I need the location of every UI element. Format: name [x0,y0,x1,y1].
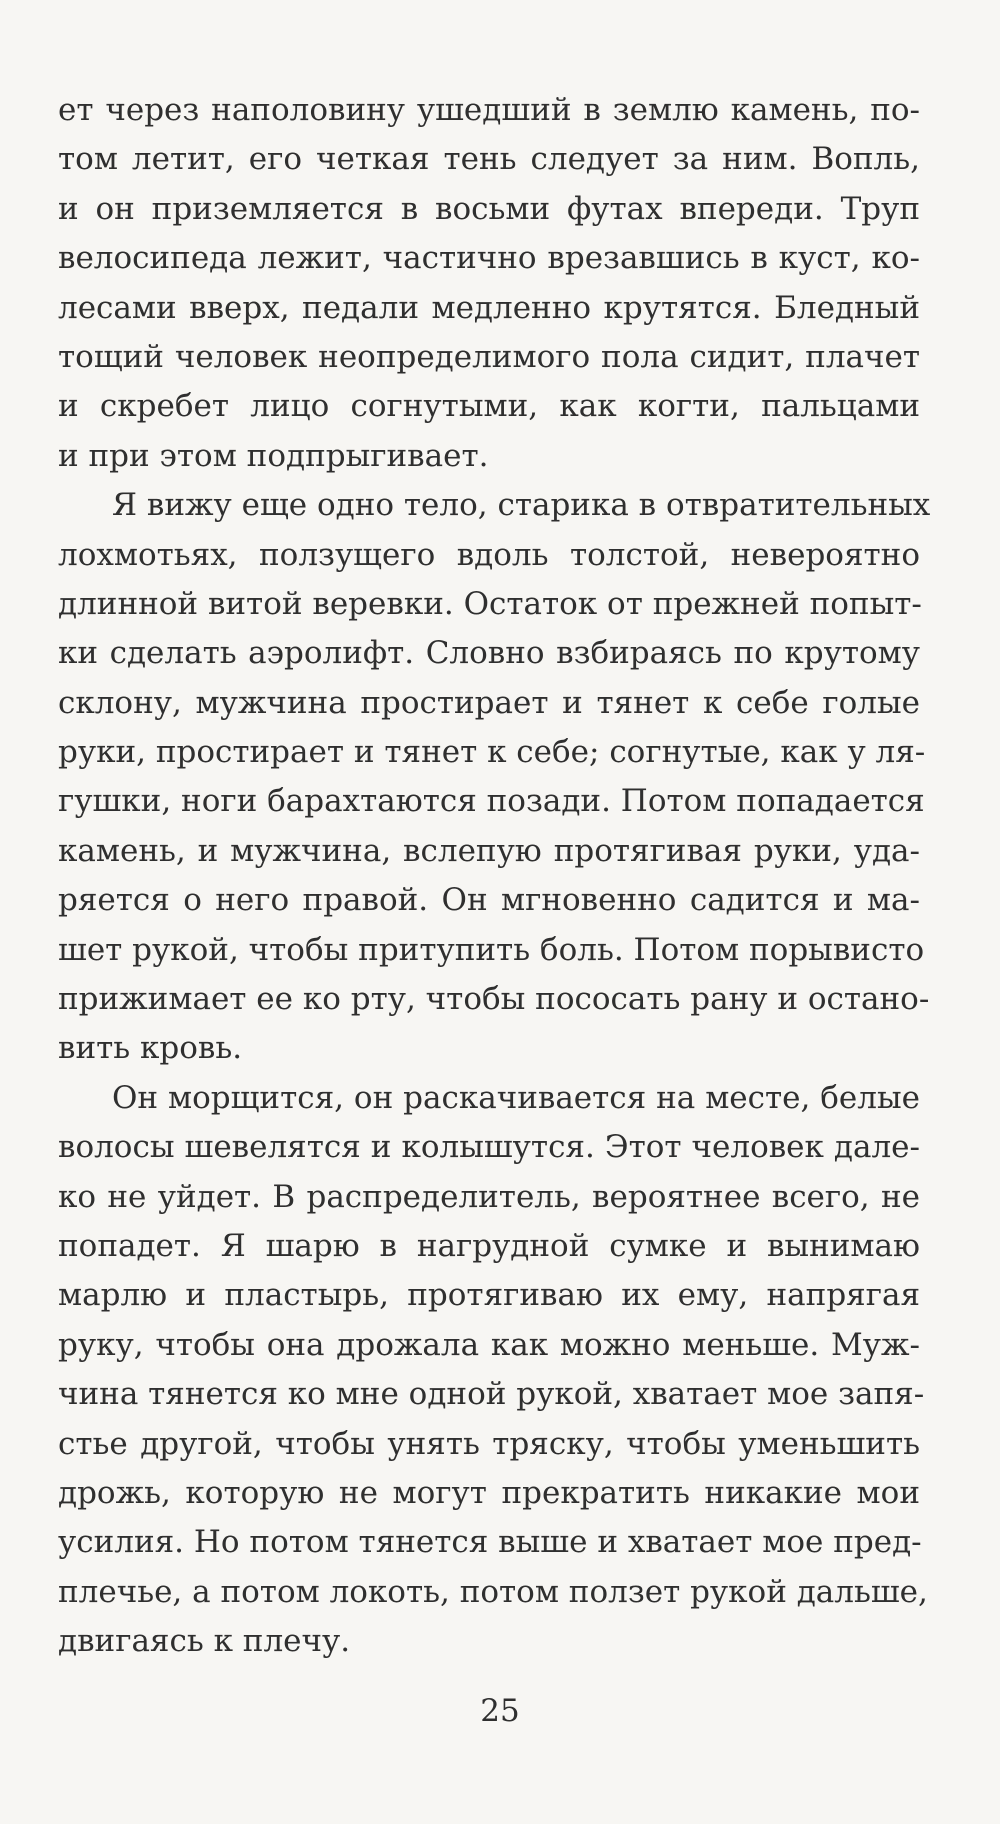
text-line: ки сделать аэролифт. Словно взбираясь по крутому [58,635,920,672]
body-text [58,86,931,1667]
text-line: тощий человек неопределимого пола сидит, плачет [58,338,920,375]
text-line: ко не уйдет. В распределитель, вероятнее всего, не [58,1178,920,1215]
text-line: усилия. Но потом тянется выше и хватает мое пред- [58,1524,922,1561]
text-line: лесами вверх, педали медленно крутятся. Бледный [58,289,920,326]
text-line: шет рукой, чтобы притупить боль. Потом порывисто [58,931,925,968]
text-line: волосы шевелятся и колышутся. Этот человек дале- [58,1129,920,1166]
paragraph [58,86,920,481]
text-line: прижимает ее ко рту, чтобы пососать рану и остано- [58,981,930,1018]
text-line: склону, мужчина простирает и тянет к себе голые [58,684,920,721]
paragraph [58,481,931,1074]
text-line: и при этом подпрыгивает. [58,437,489,474]
text-line: Я вижу еще одно тело, старика в отвратительных [112,487,931,524]
text-line: двигаясь к плечу. [58,1623,351,1660]
text-line: велосипеда лежит, частично врезавшись в куст, ко- [58,240,920,277]
text-line: руки, простирает и тянет к себе; согнутые, как у ля- [58,734,926,771]
text-line: стье другой, чтобы унять тряску, чтобы уменьшить [58,1425,920,1462]
text-line: длинной витой веревки. Остаток от прежней попыт- [58,585,922,622]
text-line: плечье, а потом локоть, потом ползет рукой дальше, [58,1573,928,1610]
text-line: и он приземляется в восьми футах впереди. Труп [58,190,920,227]
text-line: вить кровь. [58,1030,243,1067]
page-number: 25 [480,1693,520,1729]
text-line: руку, чтобы она дрожала как можно меньше. Муж- [58,1326,920,1363]
text-line: гушки, ноги барахтаются позади. Потом попадается [58,783,925,820]
text-line: дрожь, которую не могут прекратить никакие мои [58,1474,920,1511]
text-line: чина тянется ко мне одной рукой, хватает мое запя- [58,1376,925,1413]
text-line: попадет. Я шарю в нагрудной сумке и вынимаю [58,1227,920,1264]
text-line: камень, и мужчина, вслепую протягивая руки, уда- [58,832,920,869]
paragraph [58,1074,928,1667]
text-line: ряется о него правой. Он мгновенно садится и ма- [58,882,920,919]
text-line: марлю и пластырь, протягиваю их ему, напрягая [58,1277,920,1314]
text-line: ет через наполовину ушедший в землю камень, по- [58,92,920,128]
text-line: лохмотьях, ползущего вдоль толстой, невероятно [58,536,920,573]
text-line: Он морщится, он раскачивается на месте, белые [112,1079,920,1116]
text-line: том летит, его четкая тень следует за ним. Вопль, [58,141,920,178]
text-line: и скребет лицо согнутыми, как когти, пальцами [58,388,920,425]
